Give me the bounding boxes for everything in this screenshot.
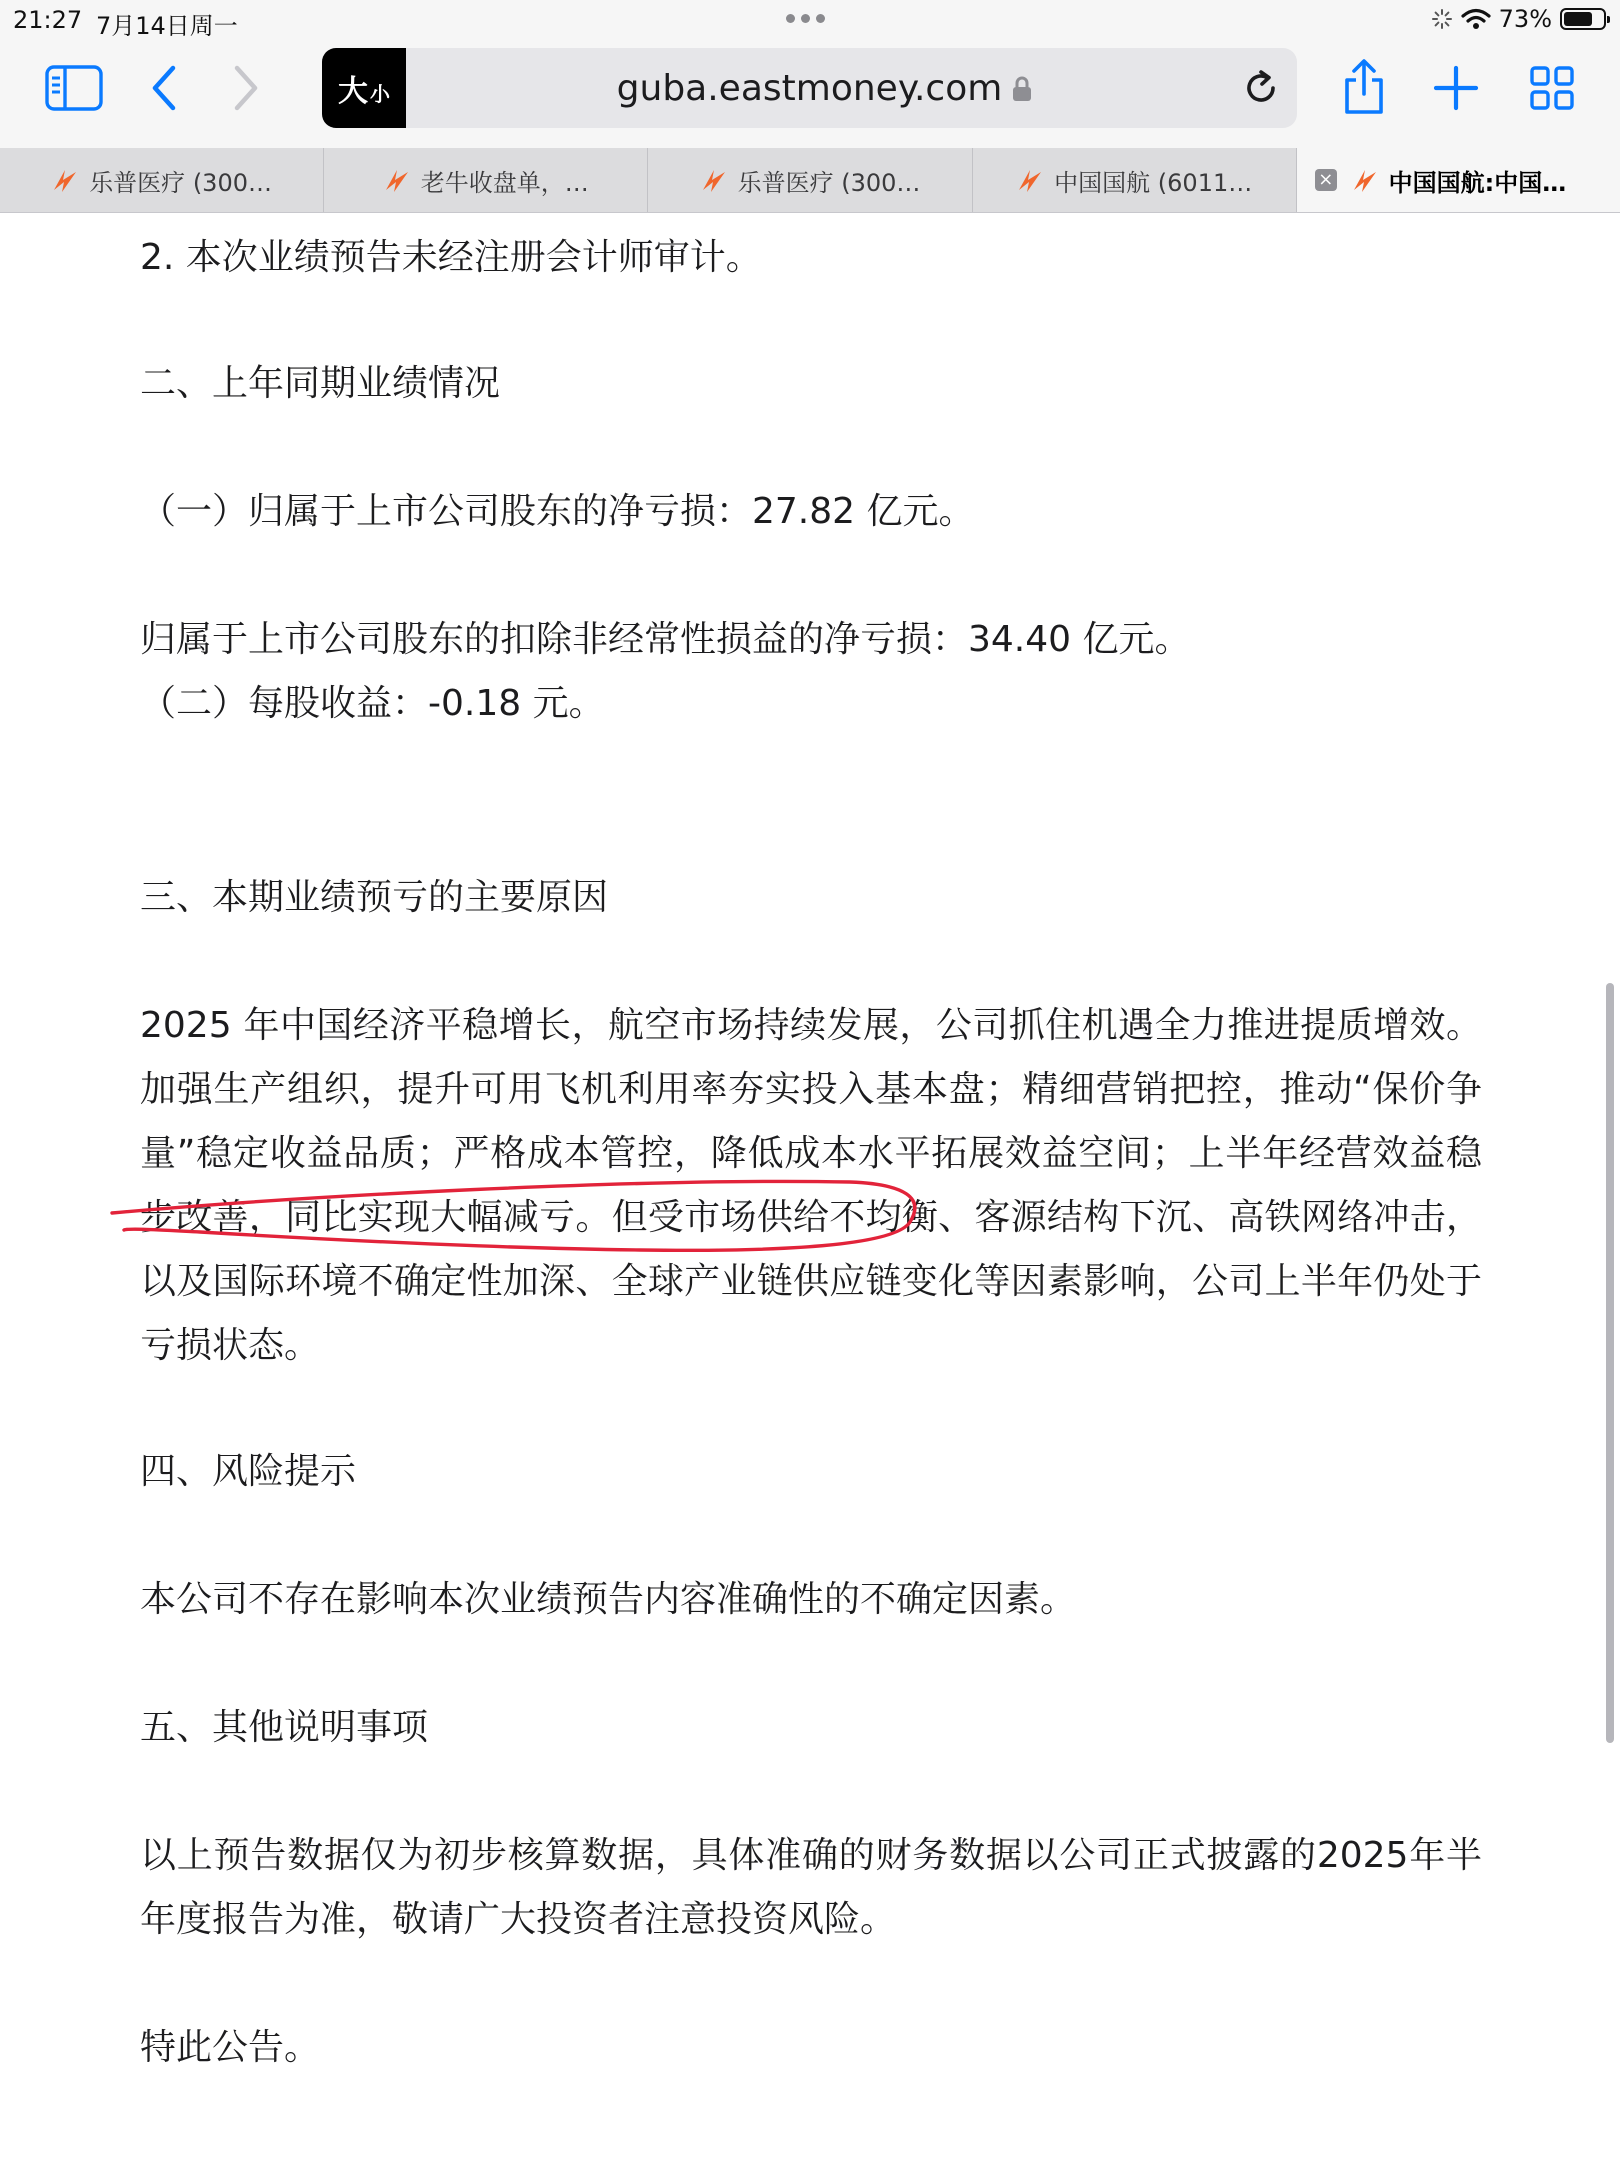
tab-bar <box>0 148 1620 213</box>
prior-net-loss: （一）归属于上市公司股东的净亏损：27.82 亿元。 <box>140 491 975 532</box>
tab-title: 中国国航:中国… <box>1388 168 1567 197</box>
chevron-left-icon <box>149 64 179 112</box>
tab-title: 中国国航 (6011… <box>1054 168 1253 197</box>
tab-overview-button[interactable] <box>1528 64 1576 112</box>
share-button[interactable] <box>1338 58 1390 116</box>
eastmoney-favicon-icon <box>700 166 728 194</box>
forward-button[interactable] <box>228 62 264 114</box>
multitasking-dots-icon[interactable] <box>786 14 825 23</box>
text-size-large-label: 大 <box>338 74 368 109</box>
eastmoney-favicon-icon <box>383 166 411 194</box>
tab-title: 乐普医疗 (300… <box>737 168 921 197</box>
section-heading-risk: 四、风险提示 <box>140 1451 357 1492</box>
note-audit: 2. 本次业绩预告未经注册会计师审计。 <box>140 237 762 278</box>
battery-level-fill <box>1564 12 1592 26</box>
reasons-paragraph: 2025 年中国经济平稳增长，航空市场持续发展，公司抓住机遇全力推进提质增效。加强生产组织，提升可用飞机利用率夯实投入基本盘；精细营销把控，推动“保价争量”稳定收益品质；严格成本管控，降低成本水平拓展效益空间；上半年经营效益稳步改善，同比实现大幅减亏。但受市场供给不均衡、客源结构下沉、高铁网络冲击，以及国际环境不确定性加深、全球产业链供应链变化等因素影响，公司上半年仍处于亏损状态。 <box>140 1005 1482 1366</box>
section-heading-other: 五、其他说明事项 <box>140 1707 429 1748</box>
eastmoney-favicon-icon <box>51 166 79 194</box>
lock-icon <box>1012 75 1032 103</box>
address-bar[interactable] <box>322 48 1297 128</box>
section-heading-prior-year: 二、上年同期业绩情况 <box>140 363 501 404</box>
status-time: 21:27 <box>13 6 83 34</box>
url-text: guba.eastmoney.com <box>616 68 1003 109</box>
article-body <box>0 212 1620 2160</box>
browser-tab-active[interactable] <box>1297 148 1620 212</box>
other-paragraph: 以上预告数据仅为初步核算数据，具体准确的财务数据以公司正式披露的2025年半年度报告为准，敬请广大投资者注意投资风险。 <box>140 1835 1482 1940</box>
close-tab-icon[interactable]: × <box>1315 169 1337 191</box>
tab-grid-icon <box>1529 65 1575 111</box>
back-button[interactable] <box>146 62 182 114</box>
eastmoney-favicon-icon <box>1016 166 1044 194</box>
prior-eps: （二）每股收益：-0.18 元。 <box>140 683 605 724</box>
sidebar-toggle-button[interactable] <box>44 64 104 112</box>
browser-tab[interactable] <box>0 148 324 212</box>
wifi-icon <box>1461 8 1491 30</box>
browser-toolbar <box>0 44 1620 148</box>
closing-statement: 特此公告。 <box>140 2027 321 2068</box>
section-heading-reasons: 三、本期业绩预亏的主要原因 <box>140 877 609 918</box>
browser-tab[interactable] <box>324 148 648 212</box>
browser-tab[interactable] <box>973 148 1297 212</box>
status-bar <box>0 0 1620 44</box>
prior-net-loss-excl-nonrecurring: 归属于上市公司股东的扣除非经常性损益的净亏损：34.40 亿元。 <box>140 619 1191 660</box>
status-indicators <box>1431 5 1606 33</box>
plus-icon <box>1433 65 1479 111</box>
battery-percent: 73% <box>1498 5 1552 33</box>
chevron-right-icon <box>231 64 261 112</box>
scrollbar[interactable] <box>1606 983 1614 1743</box>
browser-tab[interactable] <box>648 148 972 212</box>
risk-paragraph: 本公司不存在影响本次业绩预告内容准确性的不确定因素。 <box>140 1579 1077 1620</box>
battery-icon <box>1560 8 1606 30</box>
new-tab-button[interactable] <box>1432 64 1480 112</box>
reload-icon <box>1241 68 1281 108</box>
sidebar-icon <box>45 65 103 111</box>
share-icon <box>1340 58 1388 116</box>
reload-button[interactable] <box>1239 66 1283 110</box>
eastmoney-favicon-icon <box>1351 166 1379 194</box>
tab-title: 乐普医疗 (300… <box>89 168 272 197</box>
text-size-small-label: 小 <box>370 81 390 106</box>
tab-title: 老牛收盘单，… <box>420 168 589 197</box>
status-date: 7月14日周一 <box>96 12 238 40</box>
url-display[interactable] <box>322 68 1297 109</box>
loading-spinner-icon <box>1431 8 1453 30</box>
